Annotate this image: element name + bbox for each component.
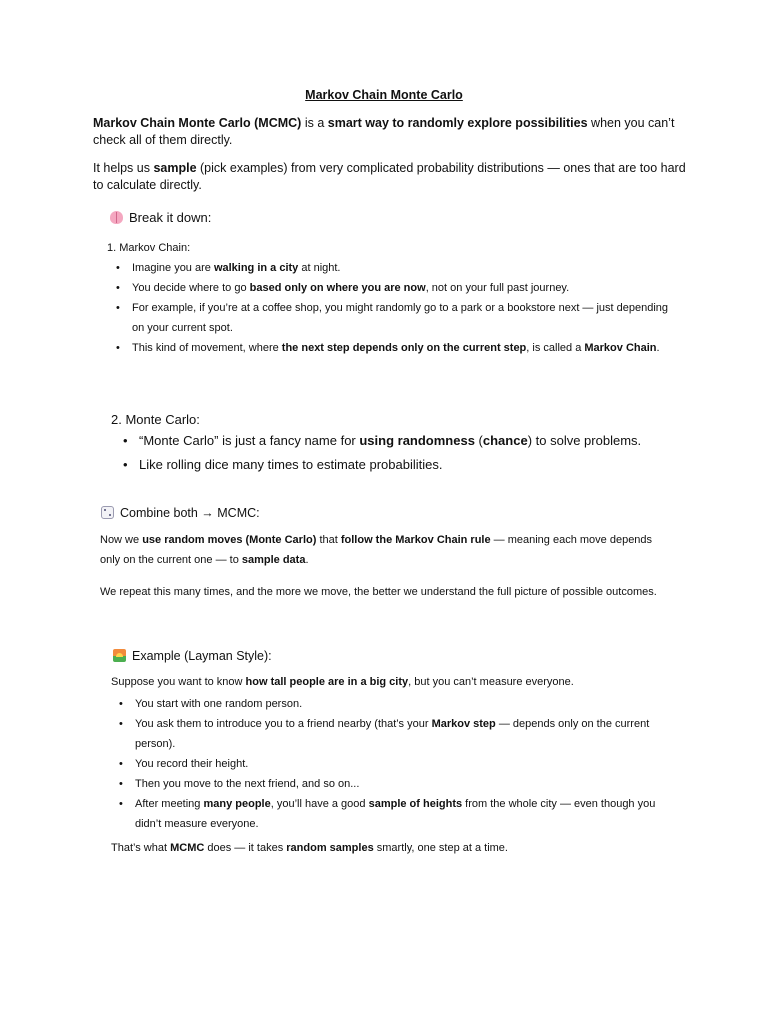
die-icon <box>101 506 114 519</box>
list-item: • After meeting many people, you’ll have a good sample of heights from the whole city — even though you didn’t measure everyone. <box>119 798 656 830</box>
list-item: • Imagine you are walking in a city at night. <box>116 262 341 274</box>
monte-carlo-list <box>117 429 697 477</box>
monte-carlo-heading: 2. Monte Carlo: <box>111 412 200 427</box>
combine-paragraph-2: We repeat this many times, and the more we move, the better we understand the full picture of possible outcomes. <box>100 586 657 598</box>
intro-term: Markov Chain Monte Carlo (MCMC) <box>93 116 302 130</box>
example-conclusion: That’s what MCMC does — it takes random samples smartly, one step at a time. <box>111 842 508 854</box>
combine-paragraph-1: Now we use random moves (Monte Carlo) that follow the Markov Chain rule — meaning each move depends only on the current one — to sample data. <box>100 534 653 566</box>
list-item: • This kind of movement, where the next step depends only on the current step, is called a Markov Chain. <box>116 342 660 354</box>
markov-chain-list <box>110 258 675 358</box>
list-item: • “Monte Carlo” is just a fancy name for using randomness (chance) to solve problems. <box>123 433 642 448</box>
intro-paragraph-2: It helps us sample (pick examples) from very complicated probability distributions — ones that are too hard to calculate directly. <box>93 161 686 192</box>
list-item: • You start with one random person. <box>119 698 303 710</box>
list-item: • Like rolling dice many times to estimate probabilities. <box>123 457 443 472</box>
intro-paragraph-1: Markov Chain Monte Carlo (MCMC) is a smart way to randomly explore possibilities when you can’t check all of them directly. <box>93 116 675 147</box>
example-list <box>113 694 673 834</box>
page-title: Markov Chain Monte Carlo <box>305 88 463 102</box>
list-item: • You decide where to go based only on where you are now, not on your full past journey. <box>116 282 570 294</box>
break-down-heading: Break it down: <box>110 210 211 225</box>
example-intro: Suppose you want to know how tall people are in a big city, but you can’t measure everyone. <box>111 676 574 688</box>
example-heading: Example (Layman Style): <box>113 649 272 663</box>
list-item: • For example, if you’re at a coffee shop, you might randomly go to a park or a bookstore next — just depending on your current spot. <box>116 302 669 334</box>
list-item: • Then you move to the next friend, and so on... <box>119 778 360 790</box>
sunrise-icon <box>113 649 126 662</box>
markov-chain-heading: 1. Markov Chain: <box>107 242 191 254</box>
list-item: • You record their height. <box>119 758 249 770</box>
list-item: • You ask them to introduce you to a friend nearby (that’s your Markov step — depends only on the current person). <box>119 718 650 750</box>
combine-heading: Combine both → MCMC: <box>101 506 260 520</box>
brain-icon <box>110 211 123 224</box>
